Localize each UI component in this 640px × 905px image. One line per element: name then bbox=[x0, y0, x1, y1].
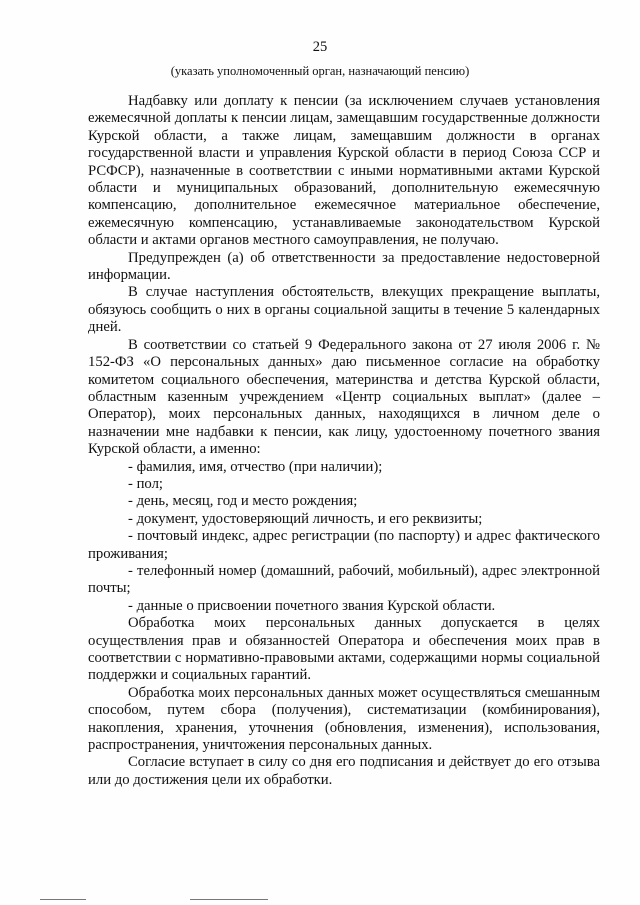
list-item-contacts: - телефонный номер (домашний, рабочий, мобильный), адрес электронной почты; bbox=[88, 562, 600, 597]
list-item-sex: - пол; bbox=[128, 475, 163, 492]
paragraph-liability-warning: Предупрежден (а) об ответственности за предоставление недостоверной информации. bbox=[88, 249, 600, 284]
list-item-honorary-title: - данные о присвоении почетного звания Курской области. bbox=[128, 597, 496, 614]
paragraph-processing-purpose: Обработка моих персональных данных допускается в целях осуществления прав и обязанностей Оператора и обеспечения моих прав в соответствии с нормативно-правовыми актами, содержащими нормы социальной поддержки и социальных гарантий. bbox=[88, 615, 600, 684]
paragraph-consent-validity: Согласие вступает в силу со дня его подписания и действует до его отзыва или до достижения цели их обработки. bbox=[88, 754, 600, 788]
document-body bbox=[88, 93, 600, 789]
authority-note: (указать уполномоченный орган, назначающий пенсию) bbox=[170, 64, 470, 78]
page-number: 25 bbox=[312, 39, 328, 55]
footer-line-center bbox=[190, 899, 268, 900]
paragraph-notification-obligation: В случае наступления обстоятельств, влекущих прекращение выплаты, обязуюсь сообщить о них в органы социальной защиты в течение 5 календарных дней. bbox=[88, 284, 600, 336]
list-item-identity-document: - документ, удостоверяющий личность, и его реквизиты; bbox=[128, 510, 483, 527]
paragraph-personal-data-consent: В соответствии со статьей 9 Федерального закона от 27 июля 2006 г. № 152-ФЗ «О персональных данных» даю письменное согласие на обработку комитетом социального обеспечения, материнства и детства Курской области, областным казенным учреждением «Центр социальных выплат» (далее – Оператор), моих персональных данных, находящихся в личном деле о назначении мне надбавки к пенсии, как лицу, удостоенному почетного звания Курской области, а именно: bbox=[88, 336, 600, 458]
footer-scan-marks bbox=[40, 899, 600, 902]
footer-line-left bbox=[40, 899, 86, 900]
list-item-address: - почтовый индекс, адрес регистрации (по паспорту) и адрес фактического проживания; bbox=[88, 528, 600, 562]
list-item-full-name: - фамилия, имя, отчество (при наличии); bbox=[128, 458, 383, 475]
list-item-birth: - день, месяц, год и место рождения; bbox=[128, 493, 358, 510]
paragraph-supplement-declaration: Надбавку или доплату к пенсии (за исключением случаев установления ежемесячной доплаты к пенсии лицам, замещавшим государственные должности Курской области, а также лицам, замещавшим должности в органах государственной власти и управления Курской области в период Союза ССР и РСФСР), назначенные в соответствии с иными нормативными актами Курской области и муниципальных образований, дополнительную ежемесячную компенсацию, дополнительное ежемесячное материальное обеспечение, ежемесячную компенсацию, устанавливаемые законодательством Курской области и актами органов местного самоуправления, не получаю. bbox=[88, 93, 600, 249]
paragraph-processing-methods: Обработка моих персональных данных может осуществляться смешанным способом, путем сбора (получения), систематизации (комбинирования), накопления, хранения, уточнения (обновления, изменения), использования, распространения, уничтожения персональных данных. bbox=[88, 684, 600, 754]
